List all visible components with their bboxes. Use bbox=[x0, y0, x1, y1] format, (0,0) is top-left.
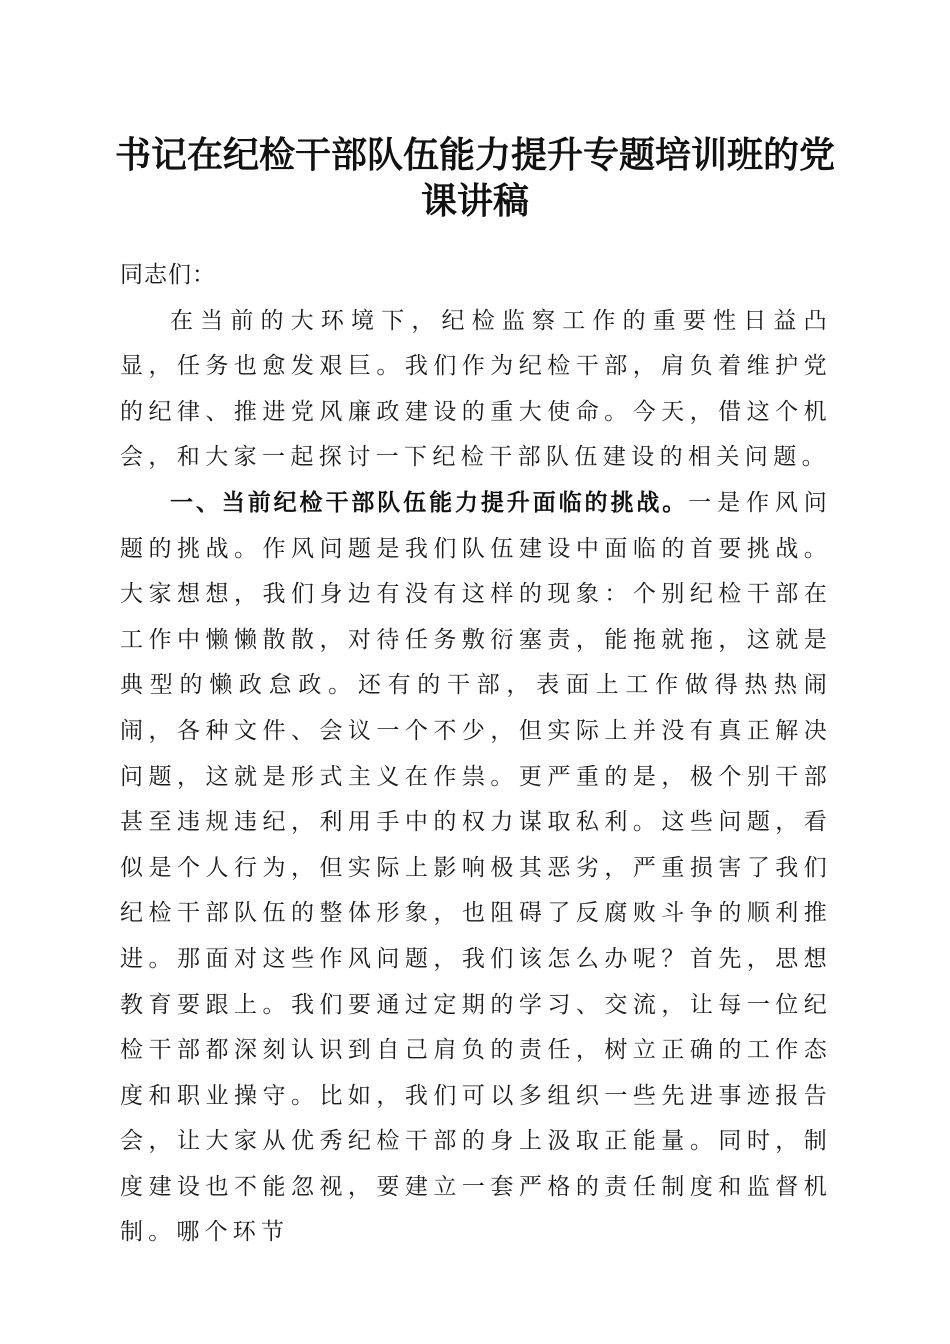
paragraph-challenges bbox=[120, 481, 832, 1256]
document-body bbox=[120, 253, 832, 1256]
paragraph-intro: 在当前的大环境下，纪检监察工作的重要性日益凸显，任务也愈发艰巨。我们作为纪检干部，肩负着维护党的纪律、推进党风廉政建设的重大使命。今天，借这个机会，和大家一起探讨一下纪检干部队伍建设的相关问题。 bbox=[120, 307, 832, 471]
paragraph-challenges-text: 一是作风问题的挑战。作风问题是我们队伍建设中面临的首要挑战。大家想想，我们身边有没有这样的现象：个别纪检干部在工作中懒懒散散，对待任务敷衍塞责，能拖就拖，这就是典型的懒政怠政。还有的干部，表面上工作做得热热闹闹，各种文件、会议一个不少，但实际上并没有真正解决问题，这就是形式主义在作祟。更严重的是，极个别干部甚至违规违纪，利用手中的权力谋取私利。这些问题，看似是个人行为，但实际上影响极其恶劣，严重损害了我们纪检干部队伍的整体形象，也阻碍了反腐败斗争的顺利推进。那面对这些作风问题，我们该怎么办呢？首先，思想教育要跟上。我们要通过定期的学习、交流，让每一位纪检干部都深刻认识到自己肩负的责任，树立正确的工作态度和职业操守。比如，我们可以多组织一些先进事迹报告会，让大家从优秀纪检干部的身上汲取正能量。同时，制度建设也不能忽视，要建立一套严格的责任制度和监督机制。哪个环节 bbox=[120, 489, 833, 1246]
section-heading-challenges: 一、当前纪检干部队伍能力提升面临的挑战。 bbox=[170, 489, 689, 516]
document-title: 书记在纪检干部队伍能力提升专题培训班的党课讲稿 bbox=[114, 134, 835, 222]
salutation: 同志们： bbox=[120, 262, 216, 288]
